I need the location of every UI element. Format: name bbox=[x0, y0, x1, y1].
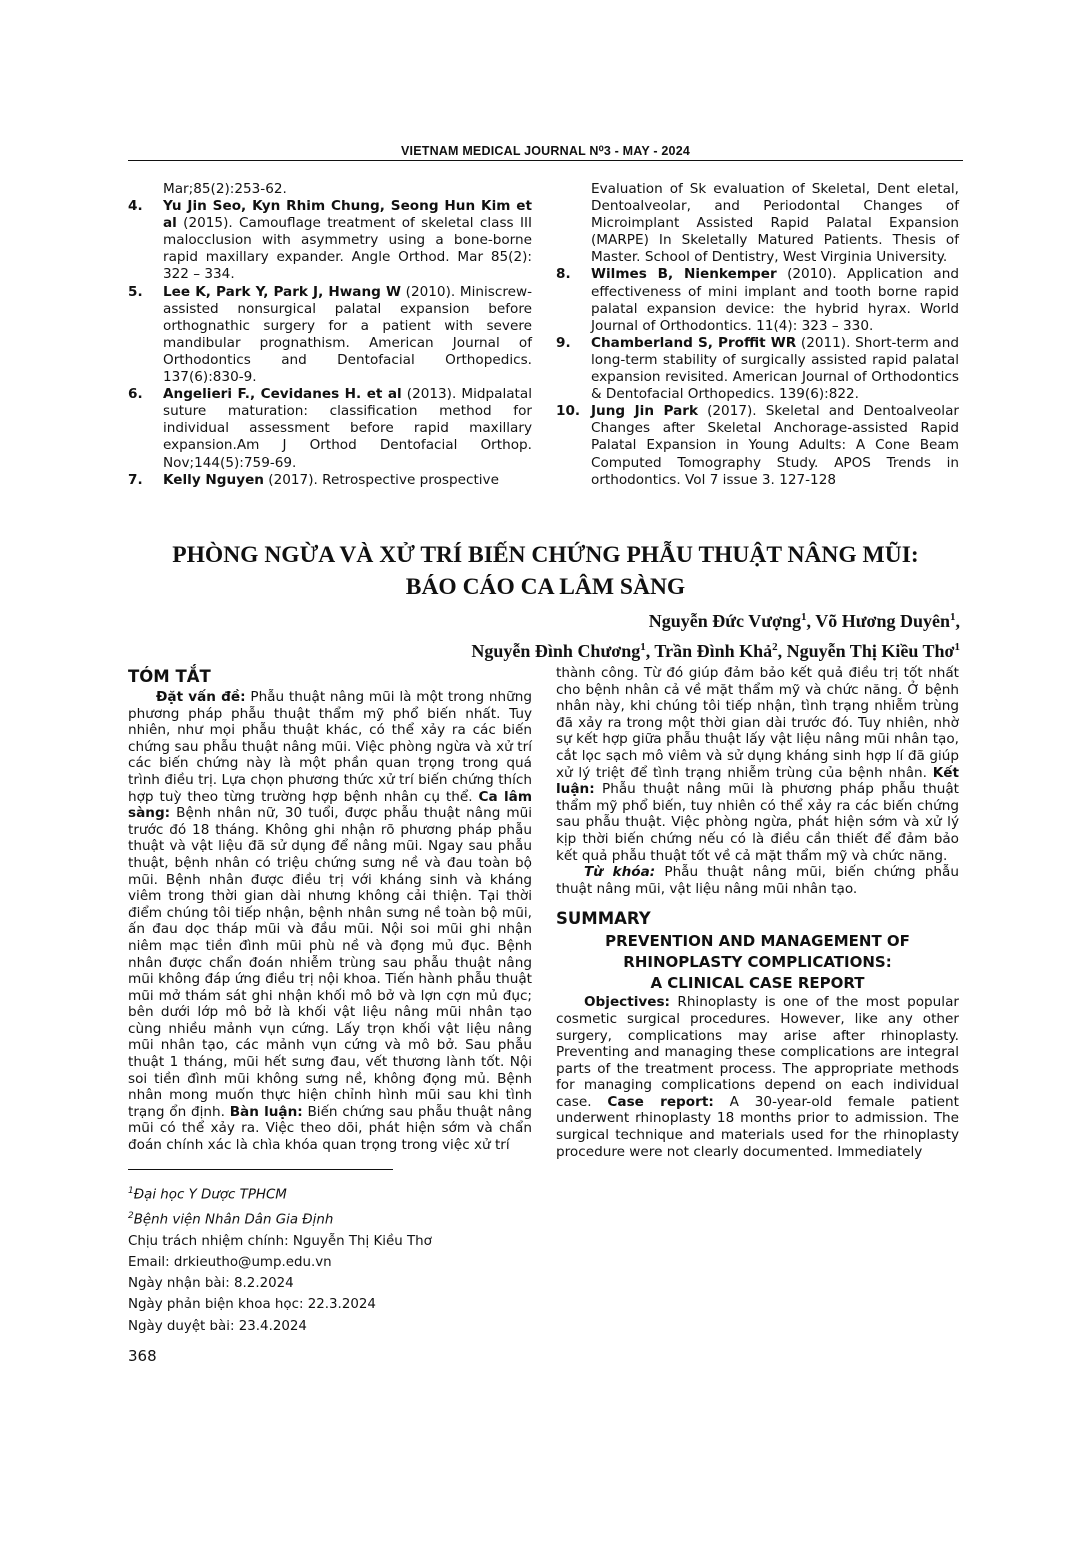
summary-title-line: RHINOPLASTY COMPLICATIONS: bbox=[623, 953, 892, 972]
affiliation-2 bbox=[128, 1206, 532, 1231]
reference-item bbox=[556, 403, 959, 488]
author-name: Nguyễn Đức Vượng bbox=[648, 611, 802, 631]
affiliation-marker: 2 bbox=[772, 641, 778, 653]
reference-number: 9. bbox=[556, 334, 571, 351]
reference-number: 10. bbox=[556, 403, 581, 420]
author-separator: , bbox=[806, 611, 816, 631]
reference-text: (2011). Short-term and long-term stability of surgically assisted rapid palatal expansion revisited. American Journal of Orthodontics & Dentofacial Orthopedics. 139(6):822. bbox=[591, 334, 959, 403]
reference-number: 6. bbox=[128, 386, 143, 403]
affiliation-1 bbox=[128, 1181, 532, 1206]
keywords-label: Từ khóa: bbox=[584, 864, 656, 881]
reference-text: (2010). Miniscrew-assisted nonsurgical palatal expansion before orthognathic surgery for a patient with severe mandibular prognathism. American Journal of Orthodontics and Dentofacial Orthopedics. 137(6):830-9. bbox=[163, 283, 533, 386]
reference-text: (2013). Midpalatal suture maturation: classification method for individual assessment before rapid maxillary expansion.Am J Orthod Dentofacial Orthop. Nov;144(5):759-69. bbox=[163, 386, 532, 471]
conclusion-label: Kết luận: bbox=[556, 764, 959, 798]
footnotes bbox=[128, 1181, 532, 1337]
affiliation-marker: 1 bbox=[950, 611, 956, 623]
reference-authors: Lee K, Park Y, Park J, Hwang W bbox=[163, 283, 401, 300]
author-line bbox=[300, 604, 960, 634]
author-name: Nguyễn Đình Chương bbox=[471, 641, 641, 661]
affiliation-marker: 1 bbox=[801, 611, 807, 623]
page-number: 368 bbox=[128, 1347, 157, 1365]
author-name: Trần Đình Khả bbox=[654, 641, 773, 661]
reference-authors: Yu Jin Seo, Kyn Rhim Chung, Seong Hun Kim et al bbox=[163, 198, 532, 232]
corresponding-author: Chịu trách nhiệm chính: Nguyễn Thị Kiều Thơ bbox=[128, 1233, 432, 1249]
summary-title-line: A CLINICAL CASE REPORT bbox=[650, 974, 865, 993]
reference-text: (2017). Skeletal and Dentoalveolar Changes after Skeletal Anchorage-assisted Rapid Palatal Expansion in Young Adults: A Cone Beam Computed Tomography Study. APOS Trends in orthodontics. Vol 7 issue 3. 127-128 bbox=[591, 403, 959, 488]
date-reviewed: Ngày phản biện khoa học: 22.3.2024 bbox=[128, 1297, 376, 1313]
reference-authors: Kelly Nguyen bbox=[163, 471, 264, 488]
contact-email: Email: drkieutho@ump.edu.vn bbox=[128, 1254, 332, 1270]
reference-text: (2017). Retrospective prospective bbox=[263, 471, 499, 488]
affiliation-marker: 1 bbox=[954, 641, 960, 653]
abstract-vi-paragraph-continued bbox=[556, 665, 959, 864]
reference-authors: Jung Jin Park bbox=[591, 403, 699, 420]
reference-authors: Wilmes B, Nienkemper bbox=[591, 266, 777, 283]
case-report-label: Case report: bbox=[607, 1093, 714, 1110]
affiliation-text: Bệnh viện Nhân Dân Gia Định bbox=[133, 1212, 334, 1228]
date-received: Ngày nhận bài: 8.2.2024 bbox=[128, 1276, 294, 1292]
reference-continuation bbox=[556, 181, 959, 266]
summary-title bbox=[556, 931, 959, 994]
running-header: VIETNAM MEDICAL JOURNAL N⁰3 - MAY - 2024 bbox=[401, 144, 690, 158]
discussion-text: Biến chứng sau phẫu thuật nâng mũi có thể xảy ra. Việc theo dõi, phát hiện sớm và chẩn đoán chính xác là chìa khóa quan trọng trong việc xử trí bbox=[128, 1103, 532, 1154]
reference-authors: Angelieri F., Cevidanes H. et al bbox=[163, 386, 402, 403]
affiliation-marker: 2 bbox=[128, 1210, 134, 1221]
article-title-line: BÁO CÁO CA LÂM SÀNG bbox=[405, 574, 686, 600]
author-separator: , bbox=[645, 641, 655, 661]
abstract-vi-heading: TÓM TẮT bbox=[128, 667, 211, 686]
reference-text: Evaluation of Sk evaluation of Skeletal, Dent eletal, Dentoalveolar, and Periodontal Changes of Microimplant Assisted Rapid Palatal Expansion (MARPE) In Skeletally Matured Patients. Thesis of Master. School of Dentistry, West Virginia University. bbox=[591, 181, 959, 266]
objectives-text: Rhinoplasty is one of the most popular cosmetic surgical procedures. However, like any other surgery, complications may arise after rhinoplasty. Preventing and managing these complications are integral parts of the treatment process. The appropriate methods for managing complications depend on each individual case. bbox=[556, 994, 959, 1110]
article-title bbox=[128, 539, 963, 603]
author-list bbox=[300, 604, 960, 664]
author-name: Nguyễn Thị Kiều Thơ bbox=[786, 641, 955, 661]
summary-title-line: PREVENTION AND MANAGEMENT OF bbox=[605, 932, 910, 951]
background-label: Đặt vấn đề: bbox=[156, 689, 246, 705]
reference-item bbox=[556, 335, 959, 403]
summary-heading: SUMMARY bbox=[556, 909, 651, 929]
author-separator: , bbox=[955, 611, 960, 631]
reference-item bbox=[128, 472, 532, 489]
conclusion-text: Phẫu thuật nâng mũi là phương pháp phẫu thuật thẩm mỹ phổ biến, tuy nhiên có thể xảy ra các biến chứng sau phẫu thuật. Việc phòng ngừa, phát hiện sớm và xử lý kịp thời biến chứng nếu có là điều cần thiết để đảm bảo kết quả phẫu thuật tốt về cả mặt thẩm mỹ và chức năng. bbox=[556, 781, 959, 864]
reference-continuation bbox=[128, 181, 532, 198]
case-report-text: A 30-year-old female patient underwent rhinoplasty 18 months prior to admission. The surgical technique and materials used for the rhinoplasty procedure were not clearly documented. Immediately bbox=[556, 1093, 959, 1160]
keywords-text: Phẫu thuật nâng mũi, biến chứng phẫu thuật nâng mũi, vật liệu nâng mũi nhân tạo. bbox=[556, 864, 959, 897]
case-label: Ca lâm sàng: bbox=[128, 788, 532, 822]
footnote-rule bbox=[128, 1169, 393, 1170]
keywords-paragraph bbox=[556, 864, 959, 897]
discussion-label: Bàn luận: bbox=[229, 1103, 303, 1120]
reference-number: 7. bbox=[128, 471, 143, 488]
case-text: Bệnh nhân nữ, 30 tuổi, được phẫu thuật nâng mũi trước đó 18 tháng. Không ghi nhận rõ phương pháp phẫu thuật và vật liệu đã sử dụng để nâng mũi. Ngay sau phẫu thuật, bệnh nhân có triệu chứng sưng nề và đau toàn bộ mũi. Bệnh nhân được điều trị với kháng sinh và kháng viêm trong thời gian dài nhưng không cải thiện. Tại thời điểm chúng tôi tiếp nhận, bệnh nhân sưng nề toàn bộ mũi, ấn đau dọc tháp mũi và đầu mũi. Nội soi mũi ghi nhận niêm mạc tiền đình mũi phù nề và đọng mủ đục. Bệnh nhân được chẩn đoán nhiễm trùng sau phẫu thuật nâng mũi không đáp ứng điều trị nội khoa. Tiến hành phẫu thuật mũi mở thám sát ghi nhận khối mô bở và lợn cợn mủ đục; bên dưới lớp mô bở là khối vật liệu nâng mũi nhân tạo cùng nhiều mảnh vụn cứng. Lấy trọn khối vật liệu nâng mũi nhân tạo, các mảnh vụn cứng và mô bở. Sau phẫu thuật 1 tháng, mũi hết sưng đau, vết thương lành tốt. Nội soi tiền đình mũi không sưng nề, không đọng mủ. Bệnh nhân mong muốn thực hiện chỉnh hình mũi sau khi tình trạng ổn định. bbox=[128, 805, 532, 1120]
reference-item bbox=[556, 266, 959, 334]
date-accepted: Ngày duyệt bài: 23.4.2024 bbox=[128, 1318, 307, 1334]
references-right-column bbox=[556, 181, 959, 489]
abstract-vi-paragraph bbox=[128, 689, 532, 1154]
reference-number: 4. bbox=[128, 198, 143, 215]
right-body-column bbox=[556, 665, 959, 1160]
abstract-vi-column bbox=[128, 667, 532, 1154]
discussion-text: thành công. Từ đó giúp đảm bảo kết quả điều trị tốt nhất cho bệnh nhân cả về mặt thẩm mỹ và chức năng. Ở bệnh nhân này, khi chúng tôi tiếp nhận, tình trạng nhiễm trùng đã xảy ra trong một thời gian dài trước đó. Tuy nhiên, nhờ sự kết hợp giữa phẫu thuật lấy vật liệu nâng mũi nhân tạo, cắt lọc sạch mô viêm và sử dụng kháng sinh hợp lí đã giúp xử lý triệt để tình trạng nhiễm trùng của bệnh nhân. bbox=[556, 665, 959, 781]
reference-text: (2010). Application and effectiveness of mini implant and tooth borne rapid palatal expansion device: the hybrid hyrax. World Journal of Orthodontics. 11(4): 323 – 330. bbox=[591, 266, 959, 334]
header-rule bbox=[128, 160, 963, 161]
reference-text: (2015). Camouflage treatment of skeletal class III malocclusion with asymmetry using a bone-borne rapid maxillary expander. Angle Orthod. Mar 85(2): 322 – 334. bbox=[163, 215, 532, 283]
reference-authors: Chamberland S, Proffit WR bbox=[591, 334, 797, 351]
affiliation-text: Đại học Y Dược TPHCM bbox=[133, 1187, 287, 1203]
objectives-label: Objectives: bbox=[584, 994, 670, 1011]
reference-text: Mar;85(2):253-62. bbox=[163, 181, 287, 197]
article-title-line: PHÒNG NGỪA VÀ XỬ TRÍ BIẾN CHỨNG PHẪU THUẬT NÂNG MŨI: bbox=[172, 542, 919, 568]
author-name: Võ Hương Duyên bbox=[815, 611, 950, 631]
reference-item bbox=[128, 198, 532, 283]
background-text: Phẫu thuật nâng mũi là một trong những phương pháp phẫu thuật thẩm mỹ phổ biến nhất. Tuy nhiên, như mọi phẫu thuật khác, có thể xảy ra các biến chứng sau phẫu thuật nâng mũi. Việc phòng ngừa và xử trí các biến chứng này là một phần quan trọng trong quá trình điều trị. Lựa chọn phương thức xử trí biến chứng thích hợp tuỳ theo từng trường hợp bệnh nhân cụ thể. bbox=[128, 689, 532, 805]
author-line bbox=[300, 634, 960, 664]
reference-item bbox=[128, 284, 532, 387]
author-separator: , bbox=[777, 641, 787, 661]
reference-number: 8. bbox=[556, 266, 571, 283]
references-left-column bbox=[128, 181, 532, 489]
summary-paragraph bbox=[556, 994, 959, 1160]
affiliation-marker: 1 bbox=[640, 641, 646, 653]
reference-item bbox=[128, 386, 532, 471]
affiliation-marker: 1 bbox=[128, 1186, 134, 1196]
reference-number: 5. bbox=[128, 283, 143, 300]
